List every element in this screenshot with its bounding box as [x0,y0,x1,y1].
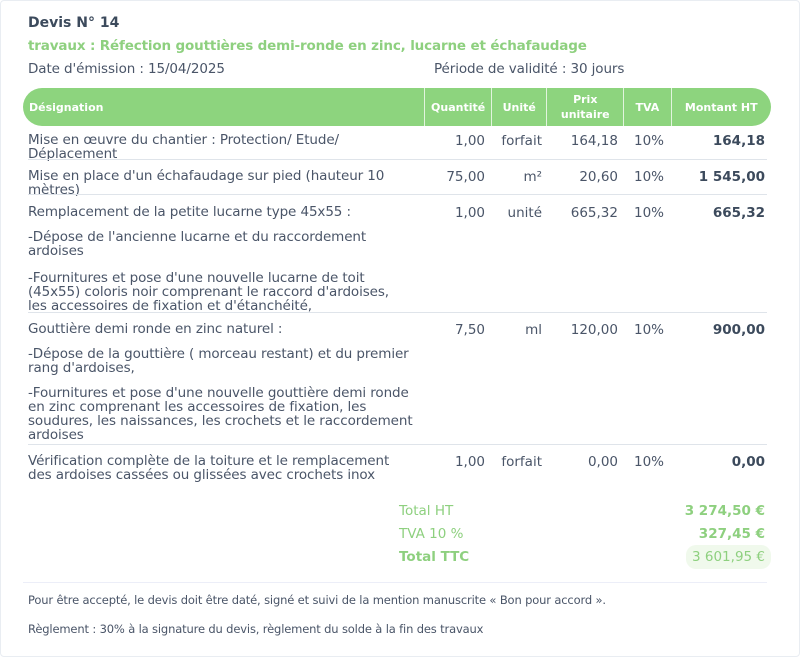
row-description-line: Remplacement de la petite lucarne type 45x55 : [28,204,351,220]
row-quantite: 7,50 [454,322,485,338]
row-montant-ht: 164,18 [712,133,765,149]
row-montant-ht: 900,00 [712,322,765,338]
row-description-line: -Fournitures et pose d'une nouvelle gouttière demi ronde en zinc comprenant les accessoires de fixation, les soudures, les naissances, les crochets et le raccordement ardoises [28,385,413,443]
row-unite: forfait [501,454,542,470]
row-tva: 10% [634,454,665,470]
row-montant-ht: 1 545,00 [698,169,765,185]
row-prix-unitaire: 0,00 [587,454,618,470]
table-row [28,159,767,198]
column-header-prix-unitaire-label [561,92,610,122]
table-header [23,88,771,126]
table-row [28,312,767,445]
row-description-line: Vérification complète de la toiture et le remplacement des ardoises cassées ou glissées avec crochets inox [28,453,390,483]
total-ht-row [399,503,771,523]
column-header-prix-unitaire [546,88,623,126]
footer-divider [23,582,767,583]
column-header-prix-line1: Prix [573,93,598,106]
row-quantite: 1,00 [454,454,485,470]
row-description-line: -Fournitures et pose d'une nouvelle lucarne de toit (45x55) coloris noir comprenant le raccord d'ardoises, les accessoires de fixation et d'étanchéité, [28,270,389,314]
total-ttc-label: Total TTC [399,549,470,565]
row-description-line: Mise en œuvre du chantier : Protection/ Etude/ Déplacement [28,132,339,162]
row-tva: 10% [634,322,665,338]
table-row [28,444,767,495]
column-header-prix-line2: unitaire [560,108,610,121]
acceptance-note: Pour être accepté, le devis doit être daté, signé et suivi de la mention manuscrite « Bon pour accord ». [28,593,606,607]
validity-period: Période de validité : 30 jours [434,61,625,77]
row-unite: unité [507,205,542,221]
table-row [28,127,767,162]
row-description-line: Gouttière demi ronde en zinc naturel : [28,321,283,337]
row-description [28,205,398,324]
quote-title: Devis N° 14 [28,15,120,31]
tva-row [399,526,771,546]
column-header-montant-ht: Montant HT [671,88,772,126]
total-ht-value: 3 274,50 € [684,503,765,519]
row-quantite: 75,00 [446,169,485,185]
total-ht-label: Total HT [399,503,454,519]
tva-value: 327,45 € [698,526,765,542]
row-tva: 10% [634,205,665,221]
row-quantite: 1,00 [454,205,485,221]
table-row [28,194,767,313]
column-header-quantite: Quantité [424,88,491,126]
column-header-unite: Unité [491,88,546,126]
row-unite: m² [523,169,542,185]
row-prix-unitaire: 120,00 [570,322,618,338]
row-tva: 10% [634,169,665,185]
tva-label: TVA 10 % [399,526,464,542]
payment-terms: Règlement : 30% à la signature du devis, règlement du solde à la fin des travaux [28,622,484,636]
row-unite: forfait [501,133,542,149]
row-montant-ht: 0,00 [731,454,765,470]
total-ttc-value: 3 601,95 € [686,545,771,569]
row-description-line: -Dépose de la gouttière ( morceau restant) et du premier rang d'ardoises, [28,346,409,376]
total-ttc-row [399,549,771,569]
emission-date: Date d'émission : 15/04/2025 [28,61,225,77]
row-prix-unitaire: 20,60 [579,169,618,185]
row-quantite: 1,00 [454,133,485,149]
row-unite: ml [525,322,542,338]
row-prix-unitaire: 164,18 [570,133,618,149]
row-description [28,322,413,453]
row-description-line: -Dépose de l'ancienne lucarne et du raccordement ardoises [28,229,367,259]
row-prix-unitaire: 665,32 [570,205,618,221]
row-description-line: Mise en place d'un échafaudage sur pied (hauteur 10 mètres) [28,168,385,198]
column-header-tva: TVA [623,88,670,126]
row-description [28,454,398,493]
row-montant-ht: 665,32 [712,205,765,221]
column-header-designation: Désignation [29,100,104,114]
row-tva: 10% [634,133,665,149]
quote-subtitle: travaux : Réfection gouttières demi-ronde en zinc, lucarne et échafaudage [28,38,587,54]
